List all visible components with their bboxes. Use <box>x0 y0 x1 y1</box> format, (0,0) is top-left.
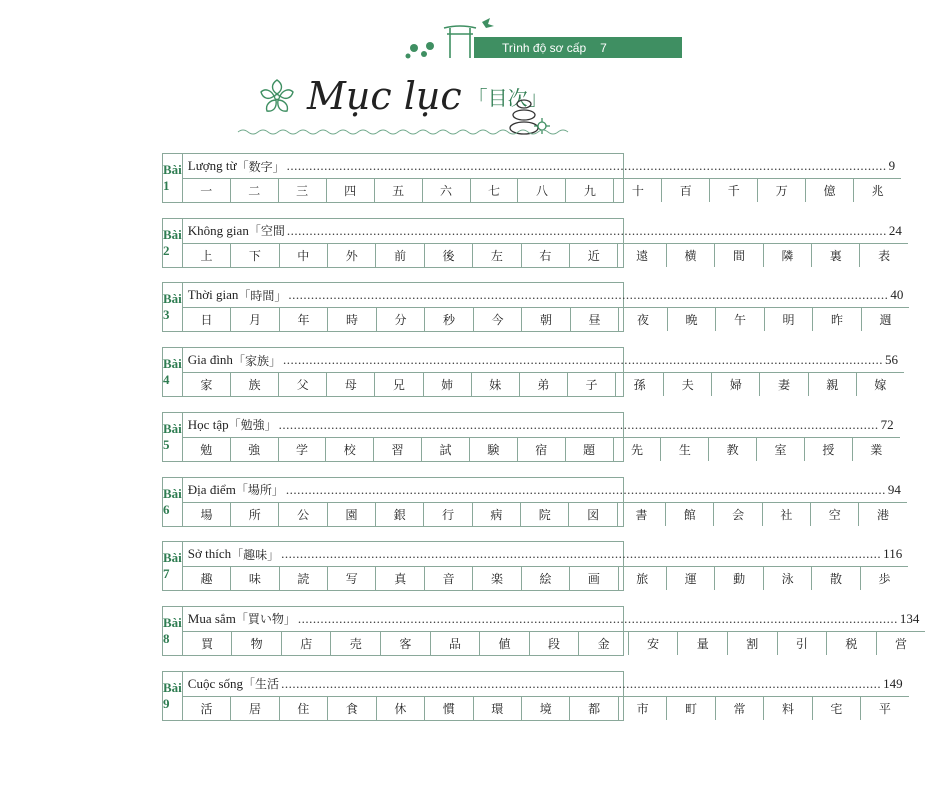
dot-leader: ................................................................................................................................................................ <box>288 287 889 303</box>
kanji-cell: 婦 <box>712 373 760 396</box>
kanji-cell: 嫁 <box>874 378 887 393</box>
kanji-cell: 割 <box>728 632 778 655</box>
lesson-name: Thời gian <box>187 287 239 303</box>
kanji-cell: 会 <box>714 503 762 526</box>
lesson-label: Bài 9 <box>163 672 183 720</box>
lesson-body <box>183 413 900 461</box>
kanji-row <box>183 632 925 655</box>
kanji-cell: 業 <box>870 442 883 457</box>
kanji-cell: 引 <box>778 632 828 655</box>
kanji-cell: 外 <box>328 244 376 267</box>
kanji-cell: 営 <box>894 636 907 651</box>
lesson-name: Gia đình <box>187 352 233 368</box>
lesson-name-japanese: 「家族」 <box>232 353 281 368</box>
dot-leader: ................................................................................................................................................................ <box>282 352 883 368</box>
kanji-cell: 昼 <box>571 308 620 331</box>
kanji-cell: 孫 <box>616 373 664 396</box>
lesson-name: Học tập <box>187 416 229 432</box>
lesson-body <box>183 607 925 655</box>
kanji-cell: 朝 <box>522 308 571 331</box>
kanji-cell: 教 <box>709 438 757 461</box>
kanji-cell: 金 <box>579 632 629 655</box>
kanji-cell: 値 <box>480 632 530 655</box>
lesson-label: Bài 7 <box>163 542 183 590</box>
lesson-body <box>183 672 909 720</box>
kanji-cell: 晩 <box>668 308 717 331</box>
lesson-name: Địa điểm <box>187 481 236 497</box>
lesson-body <box>183 154 901 202</box>
kanji-cell: 勉 <box>183 438 231 461</box>
lesson-page-number: 24 <box>888 222 902 238</box>
kanji-cell: 場 <box>183 503 231 526</box>
kanji-cell: 下 <box>231 244 279 267</box>
kanji-cell: 授 <box>805 438 853 461</box>
kanji-cell: 親 <box>809 373 857 396</box>
kanji-cell: 平 <box>878 701 891 716</box>
kanji-cell: 買 <box>183 632 233 655</box>
kanji-cell: 学 <box>279 438 327 461</box>
kanji-cell: 物 <box>232 632 282 655</box>
lesson-block <box>162 282 904 332</box>
lesson-title-row[interactable] <box>183 154 901 179</box>
kanji-cell: 間 <box>715 244 763 267</box>
lesson-body <box>183 219 908 267</box>
kanji-cell: 午 <box>716 308 765 331</box>
kanji-cell: 宅 <box>813 697 861 720</box>
kanji-cell: 千 <box>710 179 758 202</box>
lesson-label: Bài 4 <box>163 348 183 396</box>
kanji-cell: 室 <box>757 438 805 461</box>
lesson-title-row[interactable] <box>183 219 908 244</box>
lesson-title-row[interactable] <box>183 413 900 438</box>
kanji-row <box>183 244 908 267</box>
kanji-cell: 読 <box>280 567 328 590</box>
kanji-cell: 日 <box>183 308 232 331</box>
kanji-cell: 病 <box>473 503 521 526</box>
kanji-cell: 港 <box>877 507 890 522</box>
kanji-cell: 都 <box>570 697 618 720</box>
kanji-cell: 校 <box>326 438 374 461</box>
kanji-cell: 写 <box>328 567 376 590</box>
kanji-cell: 妹 <box>472 373 520 396</box>
kanji-cell: 空 <box>811 503 859 526</box>
lesson-title-row[interactable] <box>183 478 907 503</box>
kanji-cell: 時 <box>328 308 377 331</box>
kanji-cell: 秒 <box>425 308 474 331</box>
kanji-cell: 七 <box>471 179 519 202</box>
lesson-title-row[interactable] <box>183 283 910 308</box>
lesson-name: Cuộc sống <box>187 675 244 691</box>
kanji-row <box>183 503 907 526</box>
kanji-cell: 左 <box>473 244 521 267</box>
kanji-row <box>183 308 910 331</box>
page-title <box>255 66 548 126</box>
kanji-cell: 族 <box>231 373 279 396</box>
kanji-cell: 後 <box>425 244 473 267</box>
kanji-cell: 常 <box>716 697 764 720</box>
lesson-page-number: 56 <box>884 352 898 368</box>
kanji-cell: 夜 <box>619 308 668 331</box>
level-header-band <box>474 37 682 58</box>
kanji-cell: 兄 <box>375 373 423 396</box>
kanji-cell: 泳 <box>764 567 812 590</box>
dot-leader: ................................................................................................................................................................ <box>278 416 879 432</box>
kanji-cell: 楽 <box>473 567 521 590</box>
kanji-cell: 強 <box>231 438 279 461</box>
kanji-row <box>183 438 900 461</box>
lesson-label: Bài 2 <box>163 219 183 267</box>
kanji-cell: 行 <box>424 503 472 526</box>
kanji-cell: 万 <box>758 179 806 202</box>
kanji-cell: 子 <box>568 373 616 396</box>
kanji-cell: 品 <box>431 632 481 655</box>
lesson-page-number: 72 <box>880 416 894 432</box>
kanji-cell: 三 <box>279 179 327 202</box>
kanji-cell: 姉 <box>424 373 472 396</box>
kanji-cell: 弟 <box>520 373 568 396</box>
kanji-cell: 銀 <box>376 503 424 526</box>
kanji-cell: 隣 <box>764 244 812 267</box>
kanji-cell: 夫 <box>664 373 712 396</box>
title-japanese: 「目次」 <box>467 85 548 110</box>
kanji-cell: 習 <box>374 438 422 461</box>
kanji-cell: 九 <box>566 179 614 202</box>
lesson-body <box>183 348 904 396</box>
lesson-title-row[interactable] <box>183 348 904 373</box>
kanji-cell: 表 <box>878 248 891 263</box>
dot-leader: ................................................................................................................................................................ <box>297 610 898 626</box>
lesson-name: Sở thích <box>187 546 232 562</box>
kanji-cell: 二 <box>231 179 279 202</box>
dot-leader: ................................................................................................................................................................ <box>285 481 886 497</box>
kanji-cell: 宿 <box>518 438 566 461</box>
dot-leader: ................................................................................................................................................................ <box>286 158 887 173</box>
kanji-cell: 中 <box>280 244 328 267</box>
lesson-block <box>162 477 901 527</box>
kanji-cell: 院 <box>521 503 569 526</box>
lesson-body <box>183 478 907 526</box>
kanji-cell: 妻 <box>760 373 808 396</box>
lesson-block <box>162 153 896 203</box>
lesson-block <box>162 347 898 397</box>
kanji-cell: 図 <box>569 503 617 526</box>
lesson-name-japanese: 「勉強」 <box>228 418 277 433</box>
lesson-block <box>162 218 902 268</box>
kanji-cell: 母 <box>327 373 375 396</box>
lesson-label: Bài 5 <box>163 413 183 461</box>
kanji-cell: 八 <box>518 179 566 202</box>
kanji-cell: 五 <box>375 179 423 202</box>
kanji-cell: 近 <box>570 244 618 267</box>
kanji-cell: 趣 <box>183 567 231 590</box>
kanji-cell: 慣 <box>425 697 473 720</box>
kanji-cell: 境 <box>522 697 570 720</box>
lesson-page-number: 149 <box>883 675 903 691</box>
kanji-cell: 散 <box>812 567 860 590</box>
lesson-block <box>162 412 894 462</box>
lesson-page-number: 40 <box>890 287 904 303</box>
kanji-cell: 裏 <box>812 244 860 267</box>
kanji-cell: 四 <box>327 179 375 202</box>
kanji-cell: 住 <box>280 697 328 720</box>
kanji-cell: 題 <box>566 438 614 461</box>
kanji-cell: 料 <box>764 697 812 720</box>
kanji-cell: 前 <box>376 244 424 267</box>
kanji-cell: 居 <box>231 697 279 720</box>
kanji-cell: 館 <box>666 503 714 526</box>
lesson-name-japanese: 「時間」 <box>238 288 287 303</box>
kanji-cell: 所 <box>231 503 279 526</box>
kanji-row <box>183 697 909 720</box>
kanji-row <box>183 179 901 202</box>
lesson-label: Bài 8 <box>163 607 183 655</box>
kanji-cell: 兆 <box>871 184 884 198</box>
lesson-name-japanese: 「空間 <box>248 224 285 239</box>
lesson-page-number: 116 <box>883 546 903 562</box>
lesson-name-japanese: 「趣味」 <box>231 547 280 562</box>
kanji-cell: 週 <box>879 313 892 328</box>
page-number: 7 <box>600 40 607 55</box>
lesson-page-number: 94 <box>887 481 901 497</box>
kanji-row <box>183 567 908 590</box>
lesson-title-row[interactable] <box>183 607 925 632</box>
lesson-name-japanese: 「生活 <box>243 677 280 692</box>
kanji-cell: 市 <box>619 697 667 720</box>
kanji-cell: 一 <box>183 179 231 202</box>
kanji-cell: 公 <box>279 503 327 526</box>
cherry-blossom-icon <box>255 74 299 118</box>
lesson-label: Bài 1 <box>163 154 183 202</box>
kanji-cell: 税 <box>827 632 877 655</box>
lesson-page-number: 134 <box>899 610 920 626</box>
title-wave-divider <box>238 128 568 136</box>
kanji-cell: 先 <box>614 438 662 461</box>
kanji-cell: 食 <box>328 697 376 720</box>
kanji-cell: 父 <box>279 373 327 396</box>
lesson-page-number: 9 <box>888 158 896 173</box>
kanji-cell: 百 <box>662 179 710 202</box>
dot-leader: ................................................................................................................................................................ <box>281 675 882 691</box>
kanji-cell: 億 <box>806 179 854 202</box>
kanji-cell: 昨 <box>813 308 862 331</box>
lesson-body <box>183 283 910 331</box>
lesson-block <box>162 606 920 656</box>
lesson-block <box>162 671 903 721</box>
lesson-body <box>183 542 908 590</box>
kanji-cell: 験 <box>470 438 518 461</box>
kanji-cell: 分 <box>377 308 426 331</box>
lesson-name: Lượng từ <box>187 158 237 173</box>
kanji-cell: 町 <box>667 697 715 720</box>
kanji-cell: 音 <box>425 567 473 590</box>
kanji-cell: 運 <box>667 567 715 590</box>
kanji-cell: 活 <box>183 697 231 720</box>
kanji-cell: 明 <box>765 308 814 331</box>
kanji-cell: 右 <box>522 244 570 267</box>
kanji-cell: 十 <box>614 179 662 202</box>
kanji-cell: 社 <box>763 503 811 526</box>
kanji-cell: 六 <box>423 179 471 202</box>
kanji-cell: 環 <box>474 697 522 720</box>
lesson-name: Không gian <box>187 222 249 238</box>
lesson-label: Bài 6 <box>163 478 183 526</box>
kanji-cell: 売 <box>331 632 381 655</box>
kanji-cell: 安 <box>629 632 679 655</box>
kanji-cell: 今 <box>474 308 523 331</box>
kanji-cell: 月 <box>231 308 280 331</box>
lesson-label: Bài 3 <box>163 283 183 331</box>
dot-leader: ................................................................................................................................................................ <box>281 546 882 562</box>
level-label: Trình độ sơ cấp <box>502 40 587 55</box>
kanji-cell: 試 <box>422 438 470 461</box>
kanji-cell: 休 <box>377 697 425 720</box>
lesson-title-row[interactable] <box>183 672 909 697</box>
kanji-cell: 段 <box>530 632 580 655</box>
kanji-cell: 店 <box>282 632 332 655</box>
kanji-cell: 量 <box>678 632 728 655</box>
lesson-name: Mua sắm <box>187 610 236 626</box>
lesson-name-japanese: 「場所」 <box>235 483 284 497</box>
kanji-cell: 書 <box>618 503 666 526</box>
dot-leader: ................................................................................................................................................................ <box>286 222 887 238</box>
kanji-cell: 園 <box>328 503 376 526</box>
kanji-cell: 絵 <box>522 567 570 590</box>
kanji-cell: 動 <box>715 567 763 590</box>
kanji-cell: 横 <box>667 244 715 267</box>
kanji-cell: 歩 <box>878 572 891 587</box>
lesson-block <box>162 541 903 591</box>
kanji-cell: 年 <box>280 308 329 331</box>
kanji-row <box>183 373 904 396</box>
title-main: Mục lục <box>307 74 462 118</box>
kanji-cell: 客 <box>381 632 431 655</box>
kanji-cell: 家 <box>183 373 231 396</box>
kanji-cell: 真 <box>376 567 424 590</box>
lesson-name-japanese: 「数字」 <box>236 159 285 174</box>
lesson-name-japanese: 「買い物」 <box>235 612 296 627</box>
lesson-title-row[interactable] <box>183 542 908 567</box>
kanji-cell: 画 <box>570 567 618 590</box>
kanji-cell: 旅 <box>619 567 667 590</box>
kanji-cell: 味 <box>231 567 279 590</box>
kanji-cell: 遠 <box>618 244 666 267</box>
kanji-cell: 上 <box>183 244 231 267</box>
kanji-cell: 生 <box>661 438 709 461</box>
